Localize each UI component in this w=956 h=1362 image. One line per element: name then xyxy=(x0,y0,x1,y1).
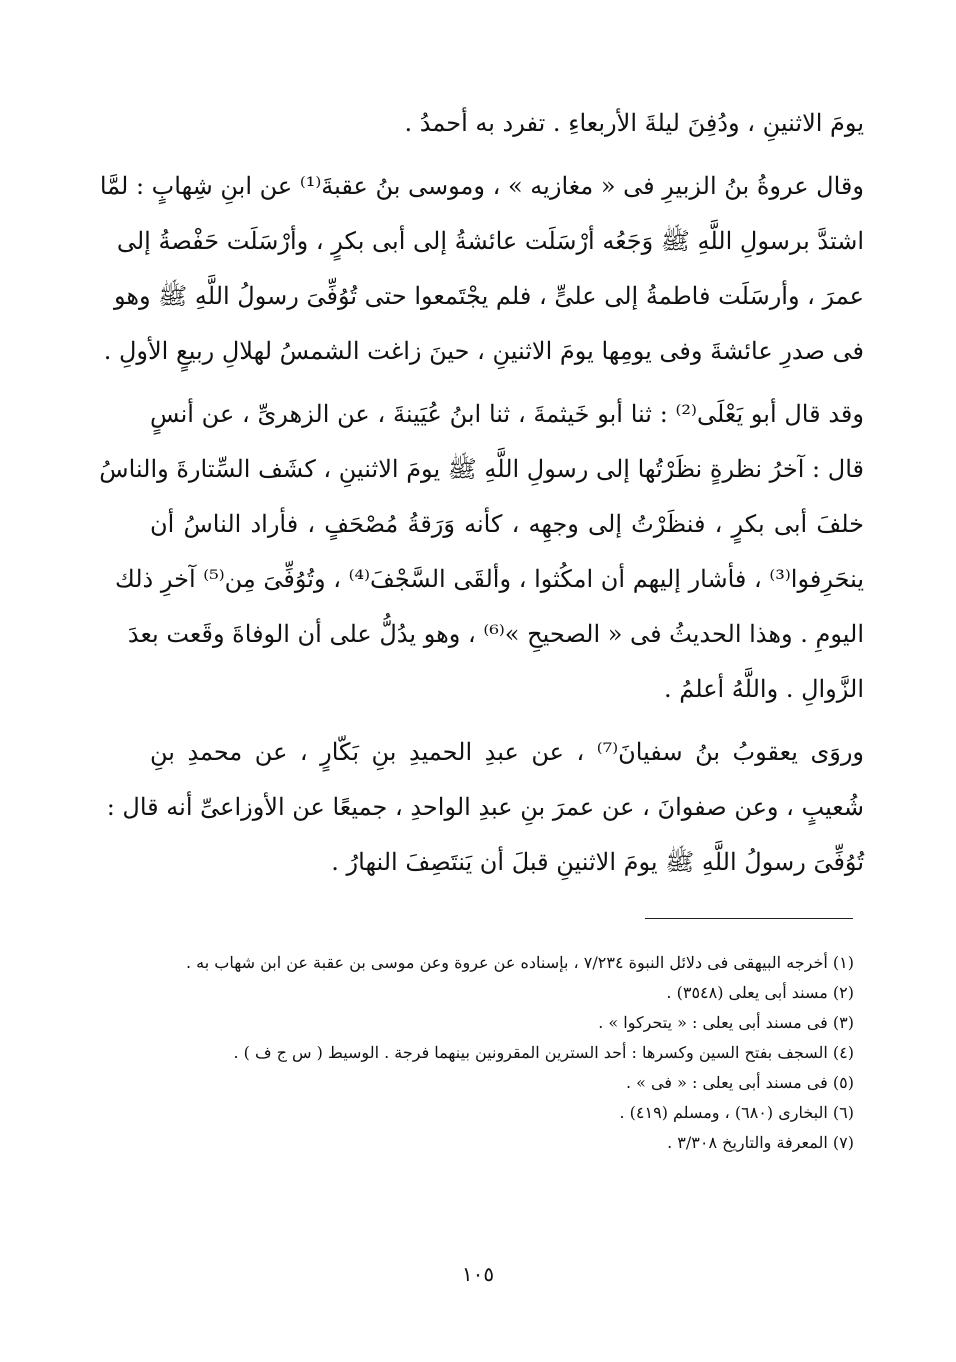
text-line: اليومِ . وهذا الحديثُ فى « الصحيحِ »⁽⁶⁾ ، وهو يدُلُّ على أن الوفاةَ وقَعت بعدَ xyxy=(127,620,864,648)
text-line: تُوُفِّىَ رسولُ اللَّهِ ﷺ يومَ الاثنينِ قبلَ أن يَنتَصِفَ النهارُ . xyxy=(331,848,864,876)
text-line: الزَّوالِ . واللَّهُ أعلمُ . xyxy=(664,675,864,703)
text-line: وقد قال أبو يَعْلَى⁽²⁾ : ثنا أبو خَيثمةَ ، ثنا ابنُ عُيَينةَ ، عن الزهرىِّ ، عن أنسٍ xyxy=(150,400,864,428)
text-line: ينحَرِفوا⁽³⁾ ، فأشار إليهم أن امكُثوا ، وألقَى السَّجْفَ⁽⁴⁾ ، وتُوُفِّىَ مِن⁽⁵⁾ آخرِ ذلك xyxy=(115,565,864,593)
footnote: (٣) فى مسند أبى يعلى : « يتحركوا » . xyxy=(598,1013,854,1032)
footnote-divider xyxy=(645,918,853,919)
text-line: شُعيبٍ ، وعن صفوانَ ، عن عمرَ بنِ عبدِ الواحدِ ، جميعًا عن الأوزاعىِّ أنه قال : xyxy=(106,793,864,821)
footnote: (٧) المعرفة والتاريخ ٣/٣٠٨ . xyxy=(667,1133,854,1152)
page-number: ١٠٥ xyxy=(461,1262,495,1286)
text-line: عمرَ ، وأرسَلَت فاطمةُ إلى علىٍّ ، فلم يجْتَمعوا حتى تُوُفِّىَ رسولُ اللَّهِ ﷺ وهو xyxy=(113,282,864,310)
footnote: (٦) البخارى (٦٨٠) ، ومسلم (٤١٩) . xyxy=(619,1103,854,1122)
footnote: (٥) فى مسند أبى يعلى : « فى » . xyxy=(626,1073,854,1092)
text-line: خلفَ أبى بكرٍ ، فنظَرْتُ إلى وجهِه ، كأنه وَرَقةُ مُصْحَفٍ ، فأراد الناسُ أن xyxy=(150,510,864,538)
paragraph-gap xyxy=(150,151,864,159)
paragraph-gap xyxy=(150,717,864,725)
text-line: قال : آخرُ نظرةٍ نظَرْتُها إلى رسولِ اللَّهِ ﷺ يومَ الاثنينِ ، كشَف السِّتارةَ والناسُ xyxy=(99,455,864,483)
text-line: يومَ الاثنينِ ، ودُفِنَ ليلةَ الأربعاءِ . تفرد به أحمدُ . xyxy=(404,109,864,137)
footnotes xyxy=(130,948,854,1158)
text-line: فى صدرِ عائشةَ وفى يومِها يومَ الاثنينِ ، حينَ زاغت الشمسُ لهلالِ ربيعٍ الأولِ . xyxy=(103,337,864,365)
footnote: (٤) السجف بفتح السين وكسرها : أحد السترين المقرونين بينهما فرجة . الوسيط ( س ج ف ) . xyxy=(233,1043,854,1062)
main-text xyxy=(99,96,864,890)
footnote: (٢) مسند أبى يعلى (٣٥٤٨) . xyxy=(666,983,854,1002)
footnote: (١) أخرجه البيهقى فى دلائل النبوة ٧/٢٣٤ ، بإسناده عن عروة وعن موسى بن عقبة عن ابن شهاب به . xyxy=(185,953,854,972)
paragraph-gap xyxy=(150,379,864,387)
text-line: وقال عروةُ بنُ الزبيرِ فى « مغازيه » ، وموسى بنُ عقبةَ⁽¹⁾ عن ابنِ شِهابٍ : لمَّا xyxy=(99,172,864,200)
text-line: اشتدَّ برسولِ اللَّهِ ﷺ وَجَعُه أرْسَلَت عائشةُ إلى أبى بكرٍ ، وأرْسَلَت حَفْصةُ إلى xyxy=(116,227,864,255)
text-line: وروَى يعقوبُ بنُ سفيانَ⁽⁷⁾ ، عن عبدِ الحميدِ بنِ بَكّارٍ ، عن محمدِ بنِ xyxy=(150,738,864,766)
